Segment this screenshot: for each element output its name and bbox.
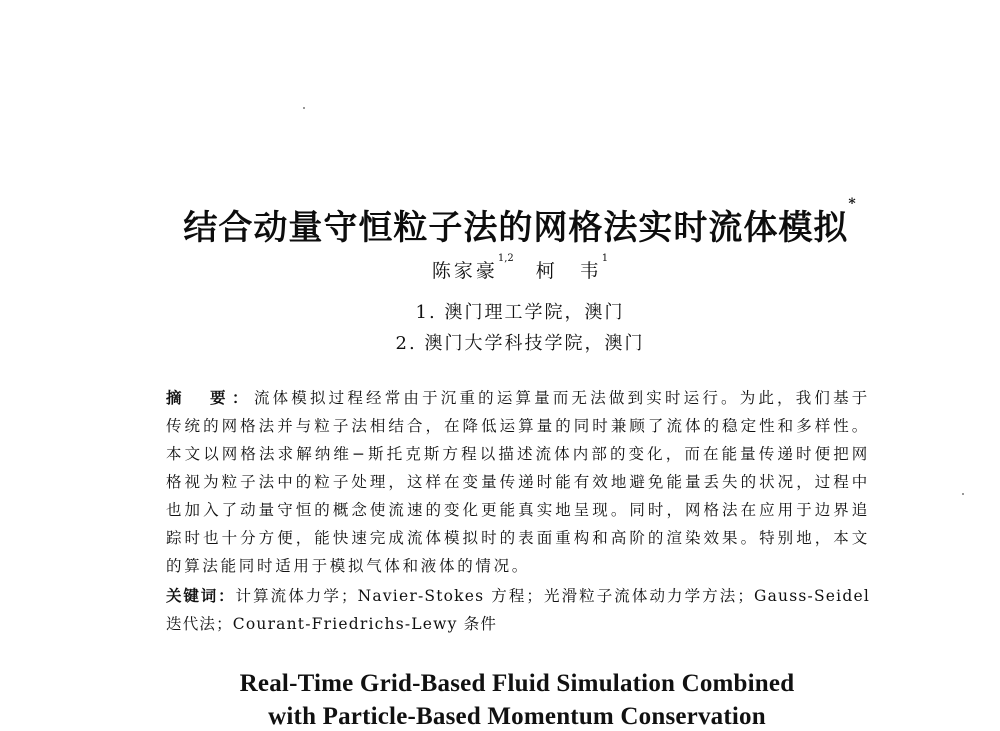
title-footnote-mark: * [848, 196, 857, 212]
abstract-text: 流体模拟过程经常由于沉重的运算量而无法做到实时运行。为此，我们基于传统的网格法并与粒子法相结合，在降低运算量的同时兼顾了流体的稳定性和多样性。本文以网格法求解纳维−斯托克斯方程以描述流体内部的变化，而在能量传递时便把网格视为粒子法中的粒子处理，这样在变量传递时能有效地避免能量丢失的状况，过程中也加入了动量守恒的概念使流速的变化更能真实地呈现。同时，网格法在应用于边界追踪时也十分方便，能快速完成流体模拟时的表面重构和高阶的渲染效果。特别地，本文的算法能同时适用于模拟气体和液体的情况。 [166, 389, 870, 575]
abstract [166, 384, 870, 580]
affiliation-1: 1. 澳门理工学院，澳门 [415, 302, 625, 323]
author-name: 陈家豪 [431, 260, 498, 282]
title-cn-text: 结合动量守恒粒子法的网格法实时流体模拟 [183, 208, 849, 248]
paper-title-cn [0, 196, 1000, 249]
scan-speck [962, 493, 964, 495]
affiliation-2: 2. 澳门大学科技学院，澳门 [395, 333, 645, 354]
keywords-text: 计算流体力学；Navier-Stokes 方程；光滑粒子流体动力学方法；Gauss-Seidel 迭代法；Courant-Friedrichs-Lewy 条件 [166, 587, 870, 633]
author-affil-mark: 1,2 [497, 253, 514, 264]
author-line [0, 253, 1000, 283]
scan-speck [303, 107, 305, 109]
author-name: 柯 韦 [535, 260, 602, 282]
paper-title-en-line2: with Particle-Based Momentum Conservation [268, 703, 766, 730]
keywords-label: 关键词： [166, 587, 236, 605]
abstract-label: 摘 要： [166, 389, 254, 407]
author-affil-mark: 1 [601, 253, 609, 264]
paper-title-en-line1: Real-Time Grid-Based Fluid Simulation Combined [239, 670, 795, 697]
keywords [166, 582, 870, 638]
